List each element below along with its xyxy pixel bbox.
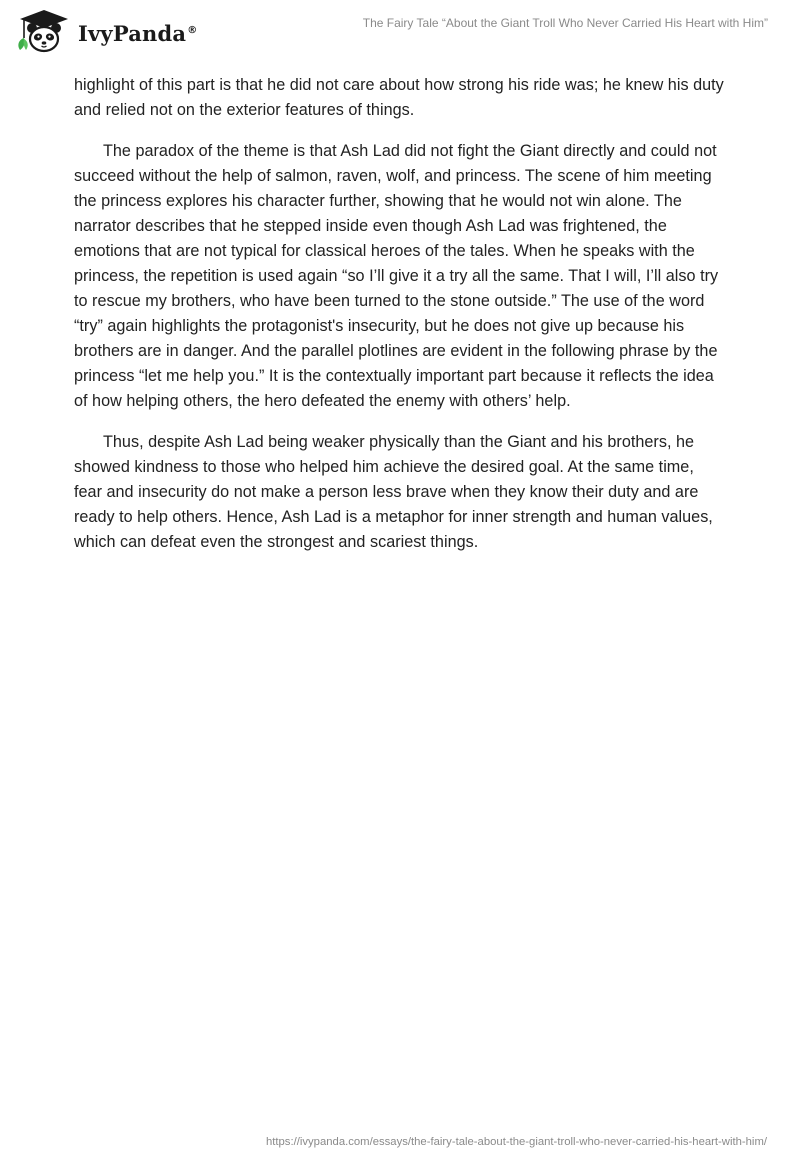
paragraph-conclusion: Thus, despite Ash Lad being weaker physically than the Giant and his brothers, he showed kindness to those who helped him achieve the desired goal. At the same time, fear and insecurity do not make a person less brave when they know their duty and are ready to help others. Hence, Ash Lad is a metaphor for inner strength and human values, which can defeat even the strongest and scariest things. [74, 433, 713, 551]
registered-mark: ® [187, 24, 198, 36]
paragraph-paradox: The paradox of the theme is that Ash Lad did not fight the Giant directly and could not succeed without the help of salmon, raven, wolf, and princess. The scene of him meeting the princess explores his character further, showing that he would not win alone. The narrator describes that he stepped inside even though Ash Lad was frightened, the emotions that are not typical for classical heroes of the tales. When he speaks with the princess, the repetition is used again “so I’ll give it a try all the same. That I will, I’ll also try to rescue my brothers, who have been turned to the stone outside.” The use of the word “try” again highlights the protagonist's insecurity, but he does not give up because his brothers are in danger. And the parallel plotlines are evident in the following phrase by the princess “let me help you.” It is the contextually important part because it reflects the idea of how helping others, the hero defeated the enemy with others’ help. [74, 142, 719, 410]
brand-logo[interactable] [14, 8, 197, 54]
essay-body [74, 73, 724, 571]
page-header [0, 0, 800, 70]
paragraph-continuation: highlight of this part is that he did not care about how strong his ride was; he knew his duty and relied not on the exterior features of things. [74, 76, 724, 119]
panda-graduation-cap-icon [14, 8, 74, 54]
document-title: The Fairy Tale “About the Giant Troll Who Never Carried His Heart with Him” [362, 16, 768, 30]
source-url-link[interactable]: https://ivypanda.com/essays/the-fairy-tale-about-the-giant-troll-who-never-carried-his-heart-with-him/ [265, 1136, 767, 1148]
brand-name: IvyPanda® [78, 20, 198, 46]
